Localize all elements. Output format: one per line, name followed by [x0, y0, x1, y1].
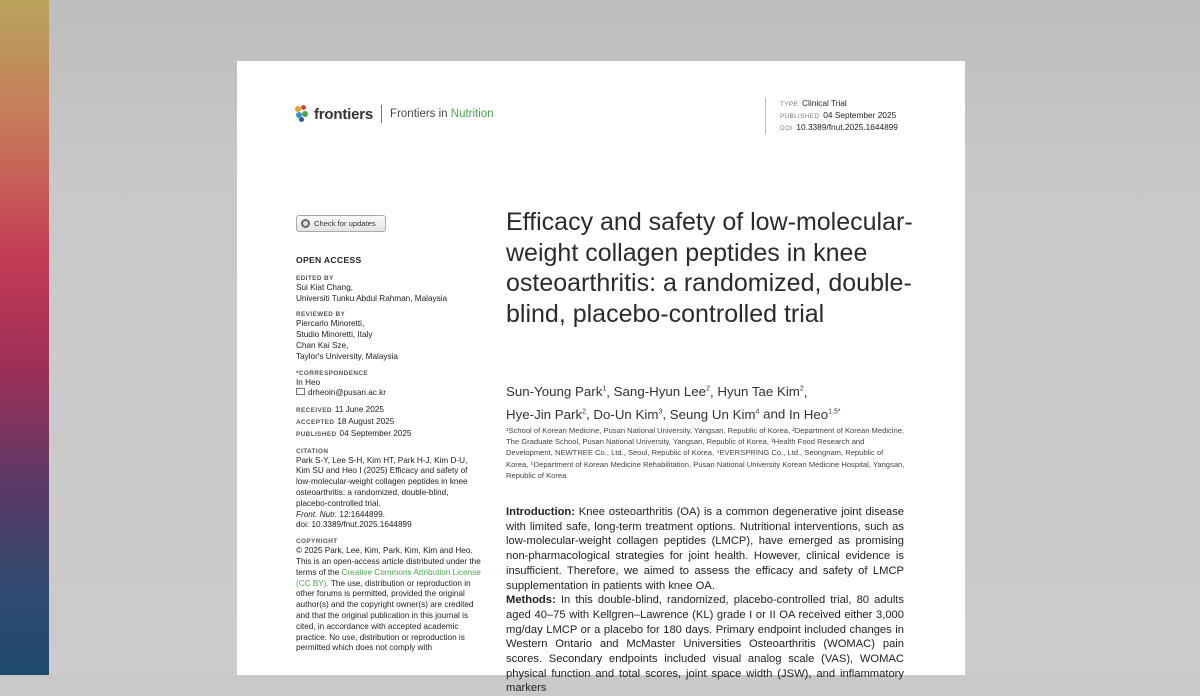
reviewed-by: REVIEWED BY Piercarlo Minoretti, Studio Minoretti, Italy Chan Kai Sze, Taylor's University, Malaysia: [296, 311, 398, 361]
meta-doi[interactable]: DOI 10.3389/fnut.2025.1644899: [780, 122, 898, 132]
article-meta: [765, 98, 898, 134]
frontiers-logo-text: frontiers: [314, 105, 374, 123]
article-title: Efficacy and safety of low-molecular-weight collagen peptides in knee osteoarthritis: a randomized, double-blind, placebo-controlled trial: [506, 208, 913, 328]
intro-text: Knee osteoarthritis (OA) is a common degenerative joint disease with limited safe, long-term treatment options. Nutritional interventions, such as low-molecular-weight collagen peptides (LMCP), have emerged as promising non-pharmacological strategies for joint health. However, clinical evidence is insufficient. Therefore, we aimed to assess the efficacy and safety of LMCP supplementation in patients with knee OA.: [506, 506, 905, 592]
citation: CITATION Park S-Y, Lee S-H, Kim HT, Park H-J, Kim D-U, Kim SU and Heo I (2025) Efficacy and safety of low-molecular-weight collagen peptides in knee osteoarthritis: a randomized, double-blind, placebo-controlled trial. Front. Nutr. 12:1644899. doi: 10.3389/fnut.2025.1644899: [296, 447, 468, 530]
author[interactable]: Do-Un Kim$^3$: [593, 406, 663, 422]
dates: RECEIVED 11 June 2025 ACCEPTED 18 August 2025 PUBLISHED 04 September 2025: [296, 405, 412, 438]
author[interactable]: Sang-Hyun Lee$^2$: [613, 384, 710, 400]
intro-heading: Introduction:: [506, 506, 575, 518]
copyright: COPYRIGHT © 2025 Park, Lee, Kim, Park, Kim, Kim and Heo. This is an open-access article distributed under the terms of the Creative Commons Attribution License (CC BY). The use, distribution or reproduction in other forums is permitted, provided the original author(s) and the copyright owner(s) are credited and that the original publication in this journal is cited, in accordance with accepted academic practice. No use, distribution or reproduction is permitted which does not comply with: [296, 538, 481, 653]
open-access-label: OPEN ACCESS: [296, 255, 362, 265]
author[interactable]: Sun-Young Park$^1$: [506, 384, 607, 400]
background-gradient-strip: [0, 0, 49, 675]
mail-icon: [296, 388, 305, 395]
citation-doi[interactable]: doi: 10.3389/fnut.2025.1644899: [296, 520, 412, 530]
email-link[interactable]: drheoin@pusan.ac.kr: [296, 388, 481, 399]
author-list: Sun-Young Park$^1$, Sang-Hyun Lee$^2$, Hyun Tae Kim$^2$, Hye-Jin Park$^2$, Do-Un Kim$^3$, Seung Un Kim$^4$ and In Heo$^{1,5*}$: [506, 384, 841, 422]
license-link[interactable]: Creative Commons Attribution License (CC BY).: [296, 567, 481, 588]
author[interactable]: Hyun Tae Kim$^2$: [717, 384, 804, 400]
methods-text: In this double-blind, randomized, placebo-controlled trial, 80 adults aged 40–75 with Kellgren–Lawrence (KL) grade I or II OA received either 3,000 mg/day LMCP or a placebo for 180 days. Primary endpoint included changes in Western Ontario and McMaster Universities Osteoarthritis (WOMAC) pain scores. Secondary endpoints included visual analog scale (VAS), WOMAC physical function and total scores, joint space width (JSW), and inflammatory markers: [506, 594, 905, 695]
edited-by: EDITED BY Sui Kiat Chang, Universiti Tunku Abdul Rahman, Malaysia: [296, 274, 448, 303]
journal-name: Frontiers in Nutrition: [390, 108, 494, 120]
logo-divider: [381, 105, 382, 123]
article-page: [237, 61, 965, 695]
update-icon: [301, 219, 310, 228]
correspondence: *CORRESPONDENCE In Heo drheoin@pusan.ac.kr: [296, 369, 481, 400]
journal-header: [295, 105, 494, 123]
author[interactable]: Seung Un Kim$^4$: [669, 406, 760, 422]
methods-heading: Methods:: [506, 594, 556, 607]
article-sidebar: [296, 255, 481, 660]
meta-published: PUBLISHED 04 September 2025: [780, 110, 897, 120]
check-for-updates-button[interactable]: Check for updates: [296, 215, 386, 232]
author[interactable]: Hye-Jin Park$^2$: [506, 406, 587, 422]
abstract: [506, 505, 904, 696]
affiliations: ¹School of Korean Medicine, Pusan National University, Yangsan, Republic of Korea, ²Department of Korean Medicine, The Graduate School, Pusan National University, Yangsan, Republic of Korea, ³Health Food Research and Development, NEWTREE Co., Ltd., Seoul, Republic of Korea, ⁴EVERSPRING Co., Ltd., Seongnam, Republic of Korea, ⁵Department of Korean Medicine Rehabilitation, Pusan National University Korean Medicine Hospital, Yangsan, Republic of Korea: [506, 426, 905, 480]
frontiers-logo-icon: [295, 105, 311, 123]
meta-type: TYPE Clinical Trial: [780, 98, 847, 108]
author[interactable]: In Heo$^{1,5*}$: [788, 406, 841, 422]
